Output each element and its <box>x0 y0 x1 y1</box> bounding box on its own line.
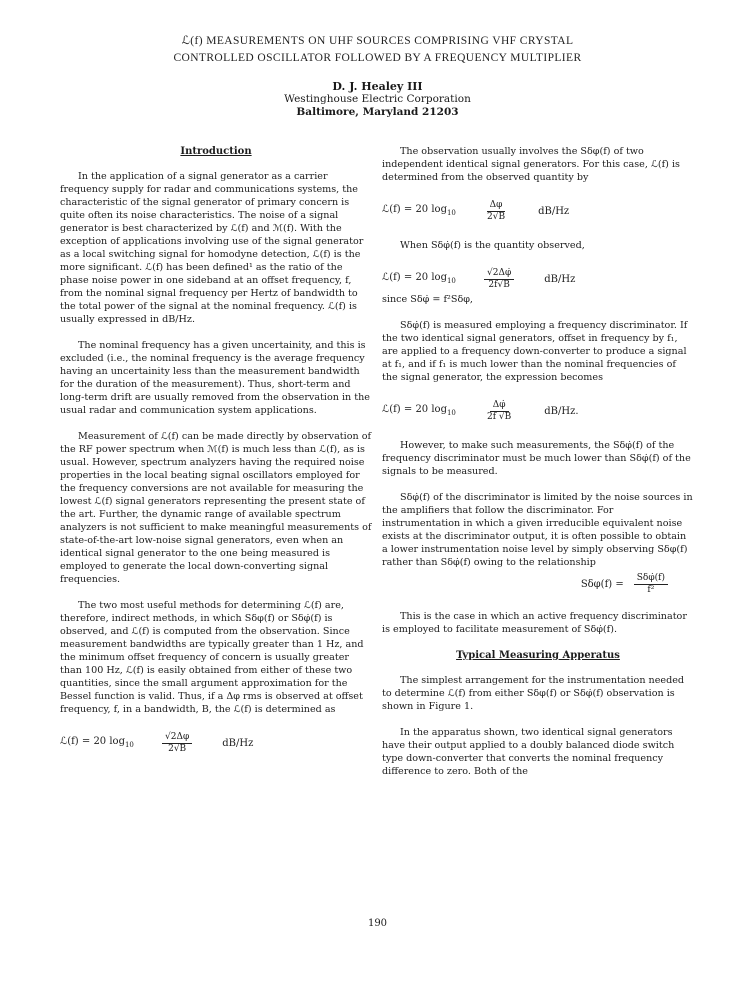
relation-fraction <box>634 573 668 596</box>
fraction-numerator: √2Δφ <box>162 732 192 744</box>
left-column <box>60 145 372 771</box>
paper-title-line-2: CONTROLLED OSCILLATOR FOLLOWED BY A FREQUENCY MULTIPLIER <box>173 52 582 64</box>
relation-lhs: Sδφ(f) = <box>580 579 624 590</box>
section-heading-introduction: Introduction <box>180 146 252 157</box>
fraction-denominator: f² <box>647 585 655 595</box>
affiliation-location: Baltimore, Maryland 21203 <box>296 106 459 118</box>
paragraph: However, to make such measurements, the Sδφ̇(f) of the frequency discriminator must be much lower than Sδφ̇(f) of the signals to be measured. <box>382 440 691 477</box>
equation-lhs: ℒ(f) = 20 $\log_{10}$ <box>60 736 134 749</box>
paragraph: The two most useful methods for determining ℒ(f) are, therefore, indirect methods, in which Sδφ(f) or Sδφ̇(f) is observed, and ℒ(f) is computed from the observation. Since measurement bandwidths are typically greater than 1 Hz, and the minimum offset frequency of concern is usually greater than 100 Hz, ℒ(f) is easily obtained from either of these two quantities, since the small argument approximation for the Bessel function is valid. Thus, if a Δφ rms is observed at offset frequency, f, in a bandwidth, B, the ℒ(f) is determined as <box>60 600 364 715</box>
fraction-denominator: 2√B <box>168 744 187 754</box>
equation-fraction <box>484 400 514 423</box>
paragraph: The observation usually involves the Sδφ(f) of two independent identical signal generators. For this case, ℒ(f) is determined from the observed quantity by <box>382 146 680 183</box>
equation-lhs: ℒ(f) = 20 $\log_{10}$ <box>382 404 456 417</box>
paragraph: In the application of a signal generator as a carrier frequency supply for radar and communications systems, the characteristic of the signal generator of primary concern is quite often its noise characteristics. The noise of a signal generator is best characterized by ℒ(f) and ℳ(f). With the exception of applications involving use of the signal generator as a local switching signal for homodyne detection, ℒ(f) is the more significant. ℒ(f) has been defined¹ as the ratio of the phase noise power in one sideband at an offset frequency, f, from the nominal signal frequency per Hertz of bandwidth to the total power of the signal at the nominal frequency. ℒ(f) is usually expressed in dB/Hz. <box>60 171 364 325</box>
fraction-numerator: Δφ <box>487 200 506 212</box>
equation-1 <box>382 200 694 223</box>
equation-fraction <box>162 732 192 755</box>
paper-title-line-1: ℒ(f) MEASUREMENTS ON UHF SOURCES COMPRISING VHF CRYSTAL <box>181 35 574 47</box>
equation-lhs: ℒ(f) = 20 $\log_{10}$ <box>382 272 456 285</box>
fraction-numerator: Δφ̇ <box>490 400 509 412</box>
equation-unit: dB/Hz <box>544 274 576 285</box>
paragraph: The nominal frequency has a given uncertainity, and this is excluded (i.e., the nominal frequency is the average frequency having an uncertainity less than the measurement bandwidth for the duration of the measurement). Thus, short-term and long-term drift are usually removed from the observation in the usual radar and communication system applications. <box>60 340 370 416</box>
right-column <box>382 145 694 791</box>
affiliation: Westinghouse Electric Corporation <box>284 93 471 105</box>
paragraph: When Sδφ̇(f) is the quantity observed, <box>400 240 585 251</box>
equation-fraction <box>484 200 508 223</box>
page-number: 190 <box>367 918 388 929</box>
equation-lhs: ℒ(f) = 20 $\log_{10}$ <box>382 204 456 217</box>
equation-2 <box>382 268 694 291</box>
paragraph: Measurement of ℒ(f) can be made directly by observation of the RF power spectrum when ℳ(f) is much less than ℒ(f), as is usual. However, spectrum analyzers having the required noise properties in the local beating signal oscillators employed for the frequency conversions are not available for measuring the lowest ℒ(f) signal generators representing the present state of the art. Further, the dynamic range of available spectrum analyzers is not sufficient to make meaningful measurements of state-of-the-art low-noise signal generators, even when an identical signal generator to the one being measured is employed to generate the local down-converting signal frequencies. <box>60 431 372 585</box>
fraction-denominator: 2f√B <box>488 280 510 290</box>
relation-equation <box>382 573 674 596</box>
equation-fraction <box>484 268 514 291</box>
paragraph: In the apparatus shown, two identical signal generators have their output applied to a doubly balanced diode switch type down-converter that converts the nominal frequency difference to zero. Both of the <box>382 727 675 777</box>
equation-unit: dB/Hz. <box>544 406 579 417</box>
fraction-denominator: 2√B <box>487 212 506 222</box>
equation-unit: dB/Hz <box>538 206 570 217</box>
paragraph: Sδφ̇(f) of the discriminator is limited by the noise sources in the amplifiers that follow the discriminator. For instrumentation in which a given irreducible equivalent noise exists at the discriminator output, it is often possible to obtain a lower instrumentation noise level by simply observing Sδφ(f) rather than Sδφ̇(f) owing to the relationship <box>382 492 693 568</box>
paragraph: The simplest arrangement for the instrumentation needed to determine ℒ(f) from either Sδφ(f) or Sδφ̇(f) observation is shown in Figure 1. <box>382 675 685 712</box>
paragraph: This is the case in which an active frequency discriminator is employed to facilitate measurement of Sδφ̇(f). <box>382 611 687 635</box>
section-heading-typical-measuring-apparatus: Typical Measuring Apperatus <box>456 650 620 661</box>
equation-3 <box>382 400 694 423</box>
fraction-numerator: √2Δφ̇ <box>484 268 514 280</box>
paragraph: Sδφ̇(f) is measured employing a frequency discriminator. If the two identical signal generators, offset in frequency by f₁, are applied to a frequency down-converter to produce a signal at f₁, and if f₁ is much lower than the nominal frequencies of the signal generator, the expression becomes <box>382 320 688 383</box>
author-name: D. J. Healey III <box>332 80 423 93</box>
equation-l-f-from-delta-phi-rms <box>60 732 372 755</box>
since-line: since Sδφ̇ = f²Sδφ, <box>382 294 473 305</box>
fraction-numerator: Sδφ̇(f) <box>634 573 668 585</box>
fraction-denominator: 2f √B <box>487 412 512 422</box>
equation-unit: dB/Hz <box>222 738 254 749</box>
